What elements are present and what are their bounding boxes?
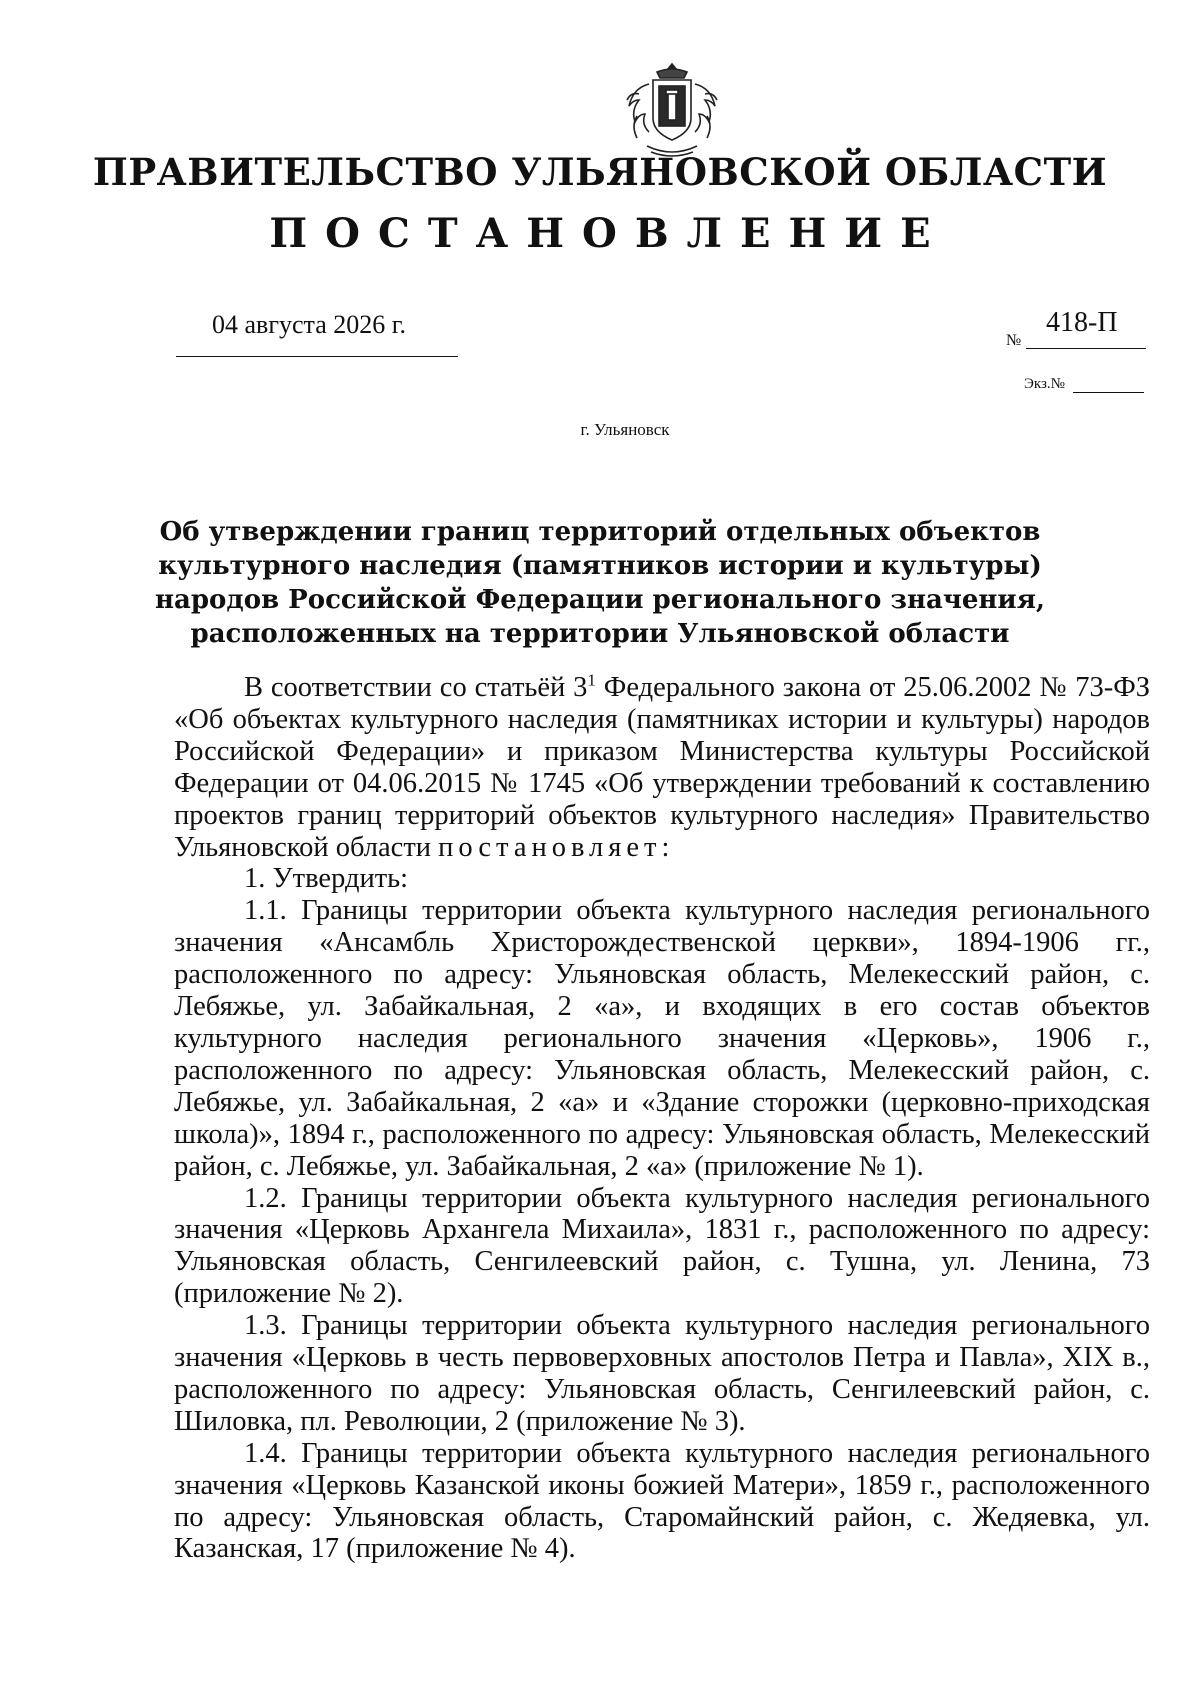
copy-number-underline — [1073, 392, 1144, 393]
preamble-end: : — [661, 831, 670, 863]
decree-word: постановляет — [438, 831, 662, 863]
government-title: ПРАВИТЕЛЬСТВО УЛЬЯНОВСКОЙ ОБЛАСТИ — [92, 150, 1108, 194]
document-number: 418-П — [1046, 307, 1118, 338]
preamble-text-start: В соответствии со статьёй 3 — [244, 672, 588, 703]
item-1: 1. Утвердить: — [244, 863, 409, 895]
number-label: № — [1006, 332, 1022, 349]
document-type: ПОСТАНОВЛЕНИЕ — [269, 210, 949, 257]
item-1-1: 1.1. Границы территории объекта культурного наследия регионального значения «Ансамбль Христорождественской церкви», 1894-1906 гг., расположенного по адресу: Ульяновская область, Мелекесский район, с. Лебяжье, ул. Забайкальная, 2 «а», и входящих в его состав объектов культурного наследия регионального значения «Церковь», 1906 г., расположенного по адресу: Ульяновская область, Мелекесский район, с. Лебяжье, ул. Забайкальная, 2 «а» и «Здание сторожки (церковно-приходская школа)», 1894 г., расположенного по адресу: Ульяновская область, Мелекесский район, с. Лебяжье, ул. Забайкальная, 2 «а» (приложение № 1). — [174, 895, 1150, 1182]
document-title: Об утверждении границ территорий отдельных объектов культурного наследия (памятников истории и культуры) народов Российской Федерации регионального значения, расположенных на территории Ульяновской области — [155, 517, 1045, 649]
date-underline — [176, 356, 458, 357]
coat-of-arms-icon — [617, 60, 727, 160]
document-body — [174, 672, 1150, 1565]
article-superscript: 1 — [587, 670, 596, 690]
item-1-3: 1.3. Границы территории объекта культурного наследия регионального значения «Церковь в честь первоверховных апостолов Петра и Павла», XIX в., расположенного по адресу: Ульяновская область, Сенгилеевский район, с. Шиловка, пл. Революции, 2 (приложение № 3). — [174, 1310, 1150, 1437]
number-underline — [1026, 348, 1146, 349]
item-1-4: 1.4. Границы территории объекта культурного наследия регионального значения «Церковь Казанской иконы божией Матери», 1859 г., расположенного по адресу: Ульяновская область, Старомайнский район, с. Жедяевка, ул. Казанская, 17 (приложение № 4). — [174, 1437, 1150, 1565]
city: г. Ульяновск — [580, 420, 670, 439]
copy-number-label: Экз.№ — [1024, 376, 1065, 392]
preamble-text-main: Федерального закона от 25.06.2002 № 73-ФЗ «Об объектах культурного наследия (памятниках истории и культуры) народов Российской Федерации» и приказом Министерства культуры Российской Федерации от 04.06.2015 № 1745 «Об утверждении требований к составлению проектов границ территорий объектов культурного наследия» Правительство Ульяновской области — [174, 672, 1150, 863]
document-date: 04 августа 2026 г. — [212, 310, 406, 339]
item-1-2: 1.2. Границы территории объекта культурного наследия регионального значения «Церковь Архангела Михаила», 1831 г., расположенного по адресу: Ульяновская область, Сенгилеевский район, с. Тушна, ул. Ленина, 73 (приложение № 2). — [174, 1182, 1150, 1310]
preamble — [174, 672, 1150, 863]
